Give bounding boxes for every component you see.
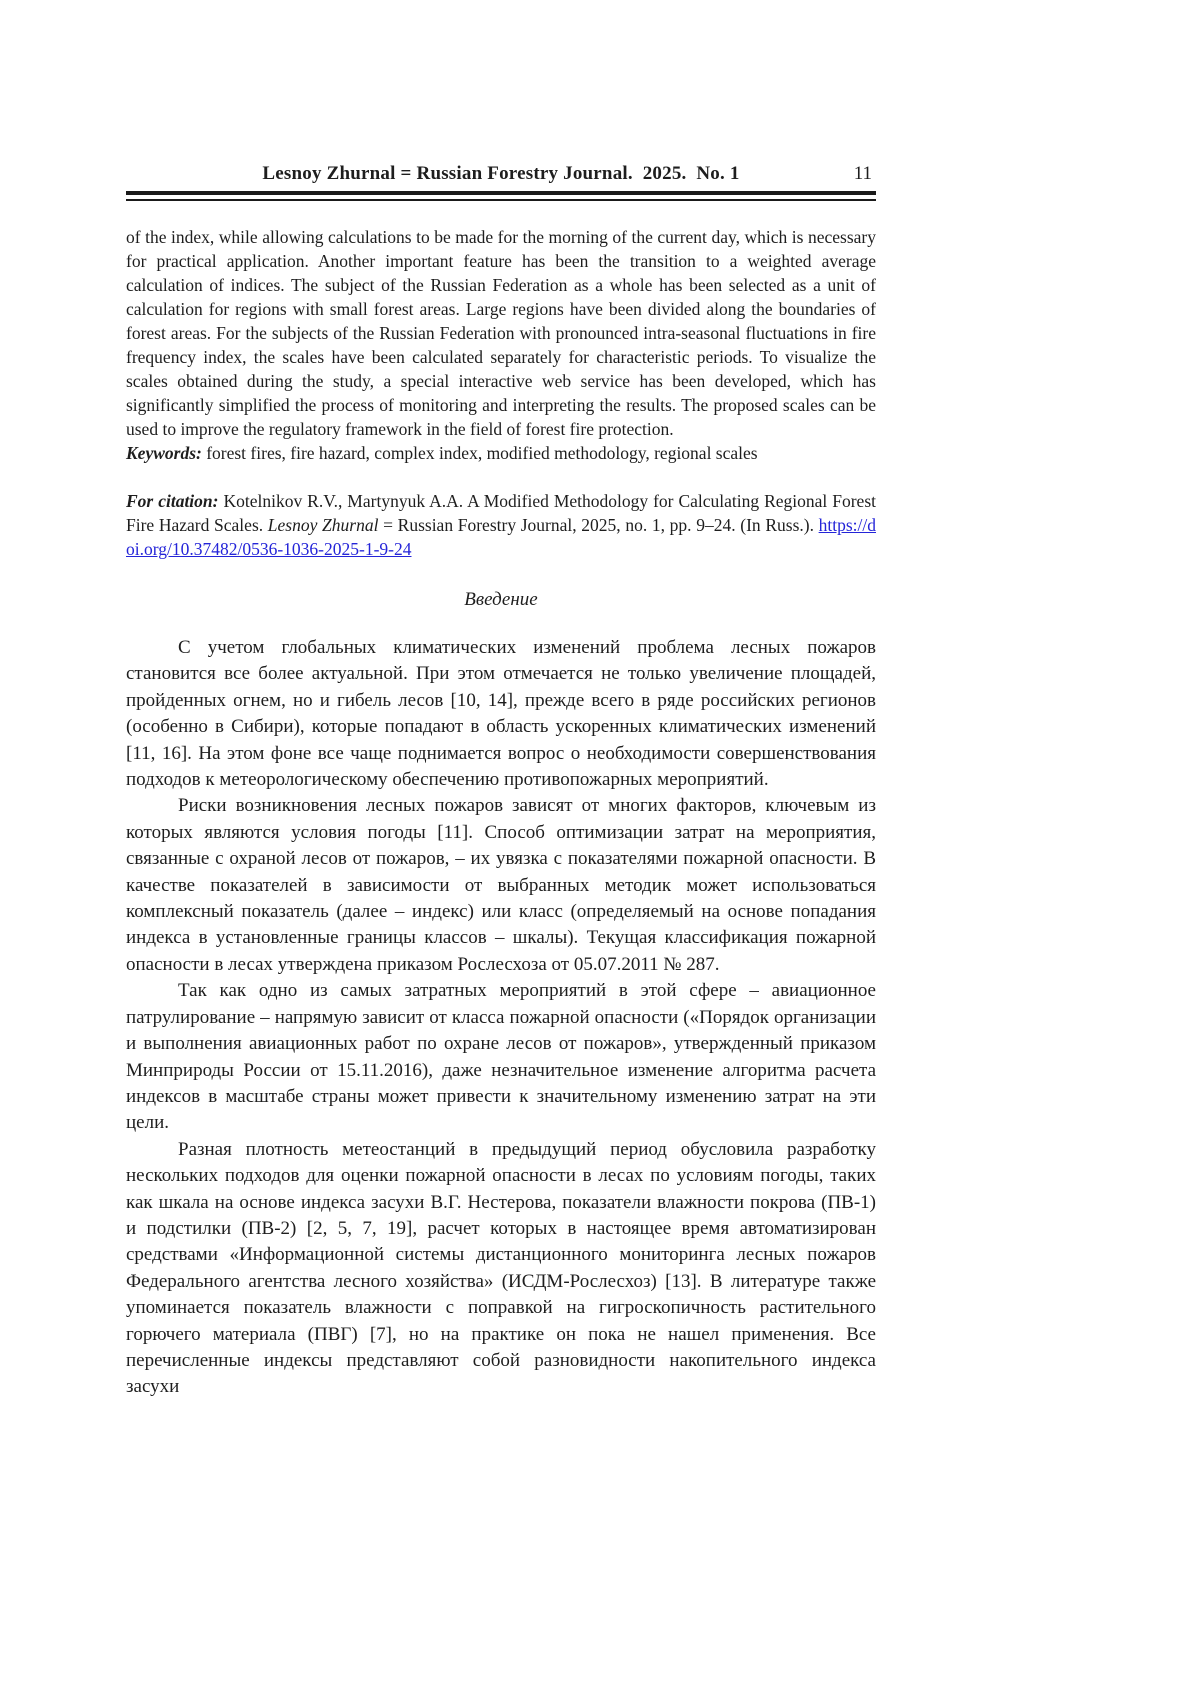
citation-paragraph <box>126 489 876 561</box>
running-header <box>126 162 876 186</box>
keywords-label: Keywords: <box>126 443 207 463</box>
keywords-line <box>126 441 876 465</box>
citation-authors-title: Kotelnikov R.V., Martynyuk A.A. A Modified Methodology for Calculating Regional Forest Fire Hazard Scales. <box>126 491 876 535</box>
page-content <box>126 0 876 1401</box>
citation-journal-details: = Russian Forestry Journal, 2025, no. 1, pp. 9–24. (In Russ.). <box>378 515 819 535</box>
section-heading-vvedenie: Введение <box>464 589 538 610</box>
page-number: 11 <box>853 163 872 184</box>
keywords-text: forest fires, fire hazard, complex index, modified methodology, regional scales <box>206 443 758 463</box>
body-paragraph: С учетом глобальных климатических изменений проблема лесных пожаров становится все более актуальной. При этом отмечается не только увеличение площадей, пройденных огнем, но и гибель лесов [10, 14], прежде всего в ряде российских регионов (особенно в Сибири), которые попадают в область ускоренных климатических изменений [11, 16]. На этом фоне все чаще поднимается вопрос о необходимости совершенствования подходов к метеорологическому обеспечению противопожарных мероприятий. <box>126 637 876 791</box>
journal-title: Lesnoy Zhurnal = Russian Forestry Journal. 2025. No. 1 <box>262 163 740 184</box>
doi-link[interactable]: https://doi.org/10.37482/0536-1036-2025-1-9-24 <box>126 515 876 559</box>
body-paragraph: Разная плотность метеостанций в предыдущий период обусловила разработку нескольких подходов для оценки пожарной опасности в лесах по условиям погоды, таких как шкала на основе индекса засухи В.Г. Нестерова, показатели влажности покрова (ПВ-1) и подстилки (ПВ-2) [2, 5, 7, 19], расчет которых в настоящее время автоматизирован средствами «Информационной системы дистанционного мониторинга лесных пожаров Федерального агентства лесного хозяйства» (ИСДМ-Рослесхоз) [13]. В литературе также упоминается показатель влажности с поправкой на гигроскопичность растительного горючего материала (ПВГ) [7], но на практике он пока не нашел применения. Все перечисленные индексы представляют собой разновидности накопительного индекса засухи <box>126 1138 876 1398</box>
citation-journal-name: Lesnoy Zhurnal <box>267 515 379 535</box>
abstract-continuation-paragraph: of the index, while allowing calculations to be made for the morning of the current day, which is necessary for practical application. Another important feature has been the transition to a weighted average calculation of indices. The subject of the Russian Federation as a whole has been selected as a unit of calculation for regions with small forest areas. Large regions have been divided along the boundaries of forest areas. For the subjects of the Russian Federation with pronounced intra-seasonal fluctuations in fire frequency index, the scales have been calculated separately for characteristic periods. To visualize the scales obtained during the study, a special interactive web service has been developed, which has significantly simplified the process of monitoring and interpreting the results. The proposed scales can be used to improve the regulatory framework in the field of forest fire protection. <box>126 227 876 439</box>
body-paragraph: Риски возникновения лесных пожаров зависят от многих факторов, ключевым из которых являются условия погоды [11]. Способ оптимизации затрат на мероприятия, связанные с охраной лесов от пожаров, – их увязка с показателями пожарной опасности. В качестве показателей в зависимости от выбранных методик может использоваться комплексный показатель (далее – индекс) или класс (определяемый на основе попадания индекса в установленные границы классов – шкалы). Текущая классификация пожарной опасности в лесах утверждена приказом Рослесхоза от 05.07.2011 № 287. <box>126 795 876 975</box>
header-double-rule <box>126 191 876 201</box>
body-paragraph: Так как одно из самых затратных мероприятий в этой сфере – авиационное патрулирование – напрямую зависит от класса пожарной опасности («Порядок организации и выполнения авиационных работ по охране лесов от пожаров», утвержденный приказом Минприроды России от 15.11.2016), даже незначительное изменение алгоритма расчета индексов в масштабе страны может привести к значительному изменению затрат на эти цели. <box>126 980 876 1134</box>
citation-label: For citation: <box>126 491 224 511</box>
